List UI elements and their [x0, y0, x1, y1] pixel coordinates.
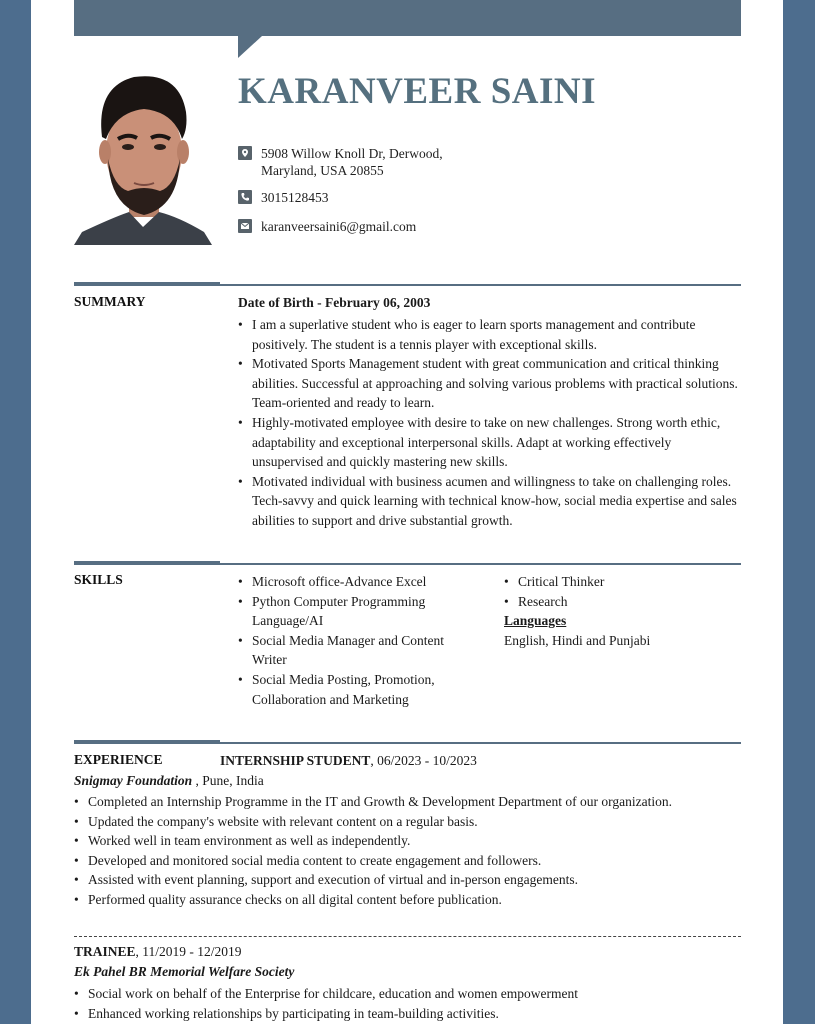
email-row	[238, 218, 416, 235]
address-line-1: 5908 Willow Knoll Dr, Derwood,	[261, 146, 443, 161]
job-duties-list	[74, 984, 741, 1023]
experience-heading: EXPERIENCE	[74, 752, 163, 767]
company-name: Snigmay Foundation	[74, 773, 193, 788]
job-dates: , 11/2019 - 12/2019	[135, 944, 242, 959]
list-item: • Assisted with event planning, support and execution of virtual and in-person engagements.	[74, 870, 741, 890]
company-line	[74, 773, 264, 789]
list-item: • Developed and monitored social media content to create engagement and followers.	[74, 851, 741, 871]
envelope-icon	[238, 219, 252, 233]
list-item: • Motivated individual with business acumen and willingness to take on challenging roles. Tech-savvy and quick learning with technical know-how, social media expertise and sales abilities to support and drive substantial growth.	[238, 472, 743, 531]
header-notch	[238, 36, 262, 58]
languages-heading: Languages	[504, 613, 567, 629]
address-row	[238, 145, 443, 179]
job-title-line	[74, 944, 242, 960]
list-item: • Python Computer Programming Language/AI	[238, 592, 468, 631]
list-item: • Worked well in team environment as well as independently.	[74, 831, 741, 851]
address-line-2: Maryland, USA 20855	[261, 163, 384, 178]
job-dates: , 06/2023 - 10/2023	[370, 753, 477, 768]
list-item: • Microsoft office-Advance Excel	[238, 572, 468, 592]
list-item: • Updated the company's website with relevant content on a regular basis.	[74, 812, 741, 832]
profile-photo	[74, 67, 212, 245]
skills-list-primary	[238, 572, 468, 709]
skills-heading: SKILLS	[74, 572, 123, 587]
list-item: • Enhanced working relationships by participating in team-building activities.	[74, 1004, 741, 1024]
phone-row	[238, 189, 329, 206]
experience-divider	[74, 740, 741, 745]
list-item: • I am a superlative student who is eager to learn sports management and contribute positively. The student is a tennis player with exceptional skills.	[238, 315, 743, 354]
job-title-line	[220, 753, 477, 769]
header-bar	[74, 0, 741, 36]
job-role: INTERNSHIP STUDENT	[220, 753, 371, 768]
candidate-name: KARANVEER SAINI	[238, 71, 597, 112]
company-location: , Pune, India	[192, 773, 264, 788]
summary-list	[238, 315, 743, 531]
list-item: • Performed quality assurance checks on all digital content before publication.	[74, 890, 741, 910]
list-item: • Critical Thinker	[504, 572, 734, 592]
list-item: • Highly-motivated employee with desire to take on new challenges. Strong worth ethic, adaptability and exceptional interpersonal skills. Adapt at working effectively unsupervised and quickly mastering new skills.	[238, 413, 743, 472]
job-role: TRAINEE	[74, 944, 136, 959]
dashed-separator	[74, 936, 741, 937]
skills-list-secondary	[504, 572, 734, 650]
company-name: Ek Pahel BR Memorial Welfare Society	[74, 964, 295, 979]
list-item: • Social Media Manager and Content Writer	[238, 631, 468, 670]
email-address[interactable]: karanveersaini6@gmail.com	[261, 219, 417, 234]
list-item: • Motivated Sports Management student with great communication and critical thinking abilities. Successful at approaching and solving various problems with practical solutions. Team-oriented and ready to learn.	[238, 354, 743, 413]
skills-divider	[74, 561, 741, 566]
languages-value: English, Hindi and Punjabi	[504, 632, 651, 648]
job-duties-list	[74, 792, 741, 910]
phone-number: 3015128453	[261, 190, 329, 205]
company-line	[74, 964, 294, 980]
resume-page	[31, 0, 783, 1024]
phone-icon	[238, 190, 252, 204]
list-item: • Completed an Internship Programme in the IT and Growth & Development Department of our organization.	[74, 792, 741, 812]
location-pin-icon	[238, 146, 252, 160]
list-item: • Social work on behalf of the Enterprise for childcare, education and women empowerment	[74, 984, 741, 1004]
summary-heading: SUMMARY	[74, 294, 146, 309]
list-item: • Social Media Posting, Promotion, Collaboration and Marketing	[238, 670, 468, 709]
list-item: • Research	[504, 592, 734, 612]
summary-divider	[74, 282, 741, 287]
date-of-birth: Date of Birth - February 06, 2003	[238, 295, 431, 310]
